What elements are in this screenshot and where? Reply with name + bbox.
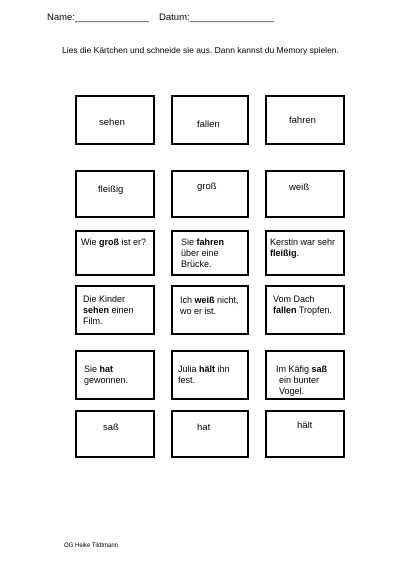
- word-card-fahren: [265, 95, 345, 145]
- word-card-fleissig: [75, 170, 155, 218]
- card-text: ein bunter: [279, 375, 320, 385]
- word-card-sehen: [75, 95, 155, 145]
- card-word: fallen: [197, 119, 220, 130]
- card-text: Die Kinder: [83, 294, 126, 304]
- card-line: [270, 248, 299, 259]
- card-text: wo er ist.: [180, 306, 217, 316]
- sentence-card-sass: [265, 350, 345, 400]
- card-text: ist er?: [119, 237, 147, 247]
- sentence-card-weiss: [171, 285, 249, 335]
- card-keyword: saß: [311, 364, 328, 374]
- sentence-card-fallen: [265, 285, 345, 335]
- card-word: fahren: [289, 115, 316, 126]
- card-text: Wie: [81, 237, 99, 247]
- sentence-card-hat: [75, 350, 155, 400]
- card-text: über eine: [181, 248, 219, 258]
- card-word: hält: [297, 420, 313, 431]
- sentence-card-sehen: [75, 285, 155, 335]
- footer-credit: OG Heike Tildtmann: [64, 543, 119, 549]
- date-field-label: Datum:________________: [159, 12, 275, 23]
- sentence-card-fleissig: [265, 230, 345, 276]
- card-text: gewonnen.: [84, 375, 129, 385]
- word-card-fallen: [171, 95, 249, 145]
- card-text: Vom Dach: [273, 294, 315, 304]
- card-word: sehen: [99, 117, 125, 128]
- word-card-gross: [171, 170, 249, 218]
- card-line: [273, 305, 332, 316]
- card-keyword: sehen: [83, 305, 110, 315]
- card-text: Sie: [181, 237, 197, 247]
- card-word: weiß: [289, 182, 310, 193]
- card-line: [276, 364, 327, 375]
- card-word: groß: [197, 181, 217, 192]
- card-keyword: hat: [99, 364, 114, 374]
- card-text: Film.: [83, 316, 103, 326]
- card-keyword: fahren: [196, 237, 225, 247]
- card-text: Im Käfig: [276, 364, 312, 374]
- card-keyword: fallen: [273, 305, 297, 315]
- card-text: fest.: [178, 375, 196, 385]
- sentence-card-gross: [75, 230, 155, 276]
- card-text: Brücke.: [181, 259, 212, 269]
- card-word: fleißig: [98, 184, 124, 195]
- card-line: [178, 364, 230, 375]
- word-card-hat: [171, 410, 249, 458]
- card-text: ihn: [215, 364, 230, 374]
- card-word: saß: [103, 422, 119, 433]
- card-word: hat: [197, 422, 211, 433]
- card-text: Tropfen.: [296, 305, 333, 315]
- card-text: Julia: [178, 364, 200, 374]
- card-text: Sie: [84, 364, 100, 374]
- card-text: einen: [109, 305, 134, 315]
- card-text: nicht,: [214, 295, 239, 305]
- sentence-card-haelt: [171, 350, 249, 400]
- card-line: [83, 305, 134, 316]
- instruction-text: Lies die Kärtchen und schneide sie aus. Dann kannst du Memory spielen.: [62, 45, 339, 55]
- card-keyword: weiß: [194, 295, 215, 305]
- word-card-haelt: [265, 410, 345, 458]
- word-card-sass: [75, 410, 155, 458]
- card-text: Ich: [180, 295, 195, 305]
- card-line: [81, 237, 146, 248]
- card-text: Kerstin war sehr: [270, 237, 336, 247]
- card-line: [84, 364, 113, 375]
- sentence-card-fahren: [171, 230, 249, 276]
- word-card-weiss: [265, 170, 345, 218]
- card-keyword: hält: [199, 364, 216, 374]
- card-keyword: groß: [99, 237, 119, 247]
- card-keyword: fleißig: [270, 248, 297, 258]
- card-text: Vogel.: [279, 386, 305, 396]
- card-line: [181, 237, 224, 248]
- name-field-label: Name:______________: [47, 12, 149, 23]
- card-text: .: [296, 248, 300, 258]
- card-line: [180, 295, 239, 306]
